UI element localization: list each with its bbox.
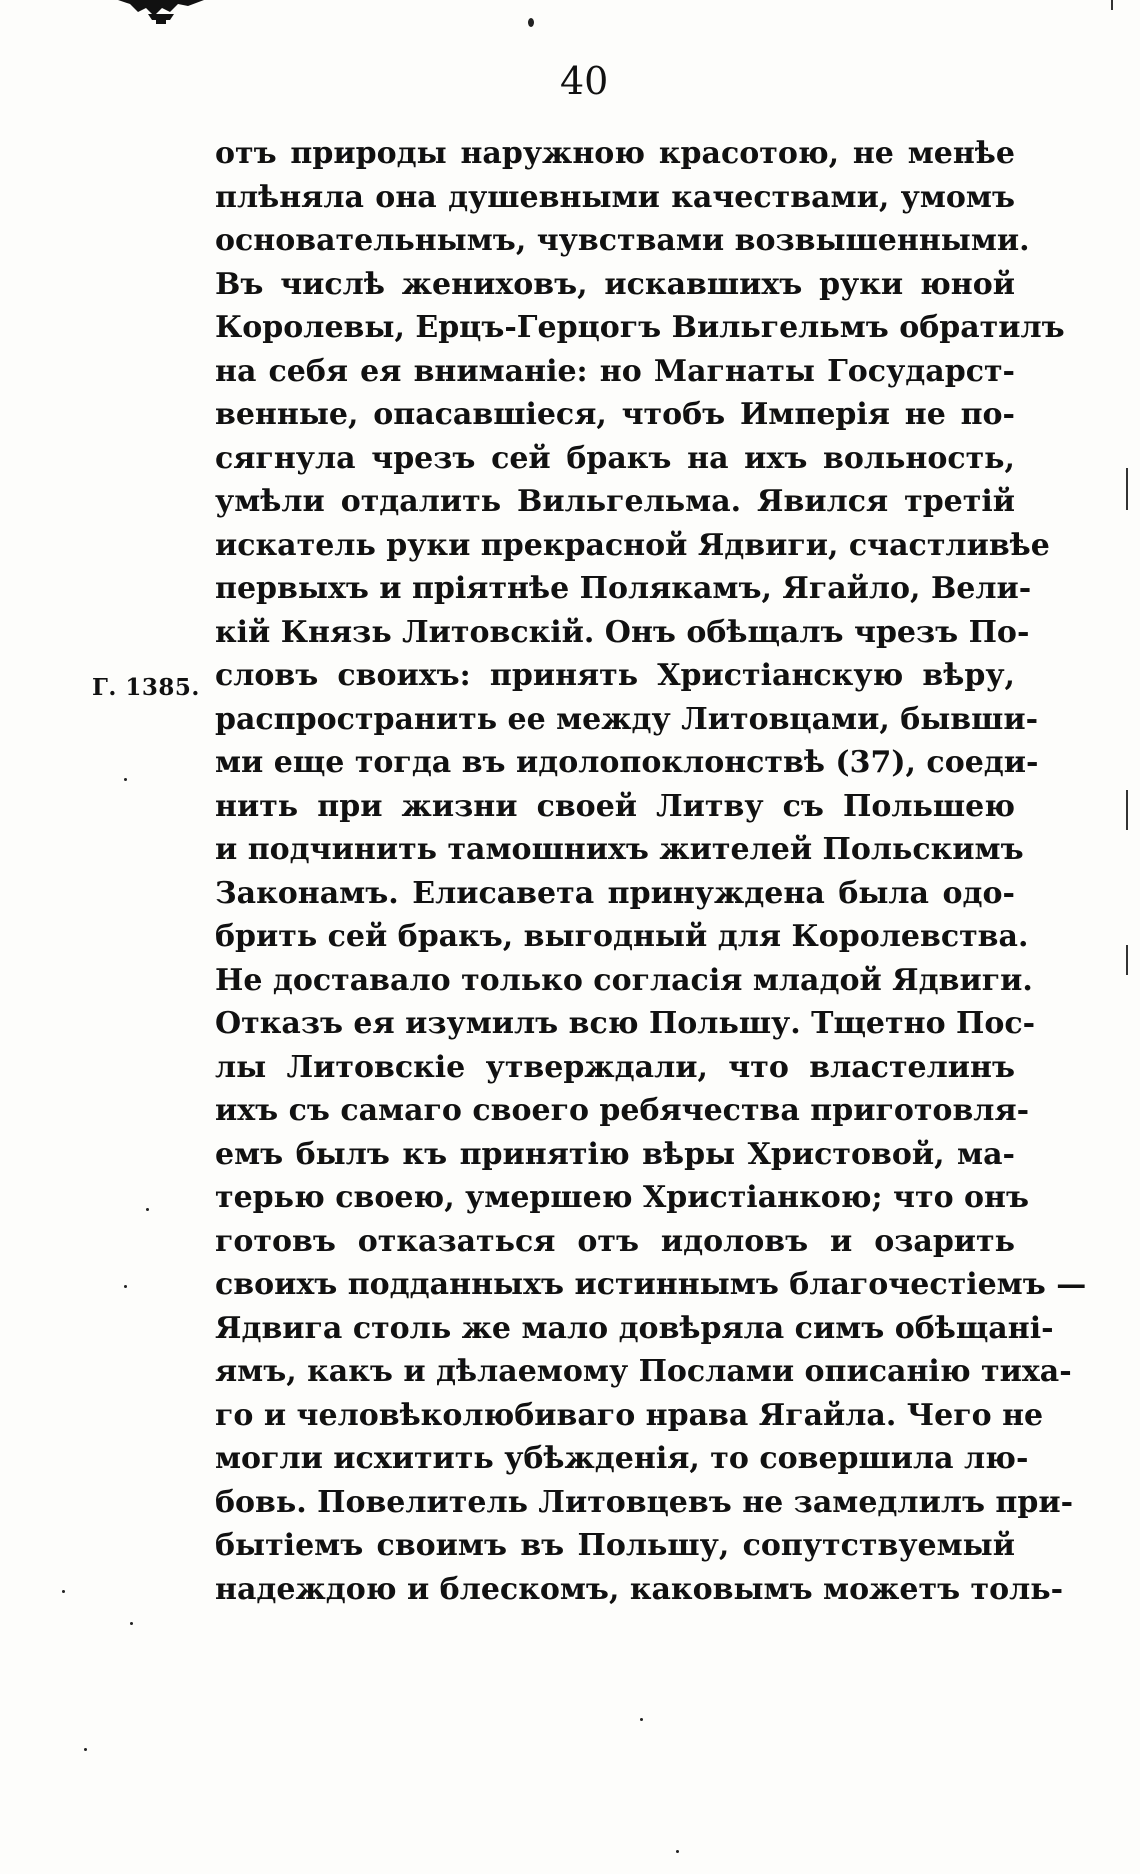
page-number: 40 — [560, 59, 609, 103]
text-line: Законамъ. Елисавета принуждена была одо- — [215, 875, 1015, 911]
text-line: ми еще тогда въ идолопоклонствѣ (37), соеди- — [215, 745, 1039, 780]
body-text — [215, 132, 1087, 1611]
text-line: основательнымъ, чувствами возвышенными. — [215, 223, 1030, 258]
text-line: распространить ее между Литовцами, бывши- — [215, 701, 1039, 737]
edge-mark — [1126, 468, 1128, 510]
text-line: надеждою и блескомъ, каковымъ можетъ толь- — [215, 1571, 1064, 1607]
text-line: Не доставало только согласія младой Ядвиги. — [215, 962, 1033, 998]
text-line: брить сей бракъ, выгодный для Королевства. — [215, 919, 1029, 954]
text-line: первыхъ и пріятнѣе Полякамъ, Ягайло, Вели- — [215, 571, 1032, 606]
text-line: плѣняла она душевными качествами, умомъ — [215, 179, 1015, 215]
ornament-icon — [118, 0, 204, 30]
ink-speck — [640, 1718, 643, 1721]
text-line: нить при жизни своей Литву съ Польшею — [215, 788, 1015, 824]
text-line: могли исхитить убѣжденія, то совершила лю- — [215, 1441, 1029, 1476]
text-line: го и человѣколюбиваго нрава Ягайла. Чего не — [215, 1397, 1044, 1433]
text-line: кій Князь Литовскій. Онъ обѣщалъ чрезъ По- — [215, 614, 1030, 650]
edge-mark — [1126, 945, 1128, 975]
text-line: ихъ съ самаго своего ребячества приготовля- — [215, 1093, 1030, 1128]
edge-mark — [1126, 790, 1128, 830]
text-line: Королевы, Ерцъ-Герцогъ Вильгельмъ обратилъ — [215, 310, 1065, 345]
text-line: и подчинить тамошнихъ жителей Польскимъ — [215, 832, 1024, 867]
text-line: венные, опасавшіеся, чтобъ Имперія не по- — [215, 397, 1015, 432]
ink-speck — [124, 778, 127, 781]
text-line: бытіемъ своимъ въ Польшу, сопутствуемый — [215, 1528, 1015, 1563]
text-line: готовъ отказаться отъ идоловъ и озарить — [215, 1223, 1015, 1259]
margin-note-year: Г. 1385. — [92, 674, 200, 701]
text-line: умѣли отдалить Вильгельма. Явился третій — [215, 484, 1015, 519]
ink-speck — [528, 18, 534, 27]
ink-speck — [676, 1850, 679, 1853]
edge-mark — [1111, 0, 1113, 10]
text-line: лы Литовскіе утверждали, что властелинъ — [215, 1049, 1015, 1085]
text-line: на себя ея вниманіе: но Магнаты Государст- — [215, 353, 1015, 389]
ink-speck — [62, 1590, 65, 1593]
ink-speck — [124, 1285, 127, 1288]
text-line: бовь. Повелитель Литовцевъ не замедлилъ при- — [215, 1484, 1074, 1520]
text-line: словъ своихъ: принять Христіанскую вѣру, — [215, 658, 1015, 693]
ink-speck — [84, 1748, 87, 1751]
text-line: отъ природы наружною красотою, не менѣе — [215, 136, 1015, 171]
ink-speck — [146, 1208, 149, 1211]
text-line: ямъ, какъ и дѣлаемому Послами описанію тиха- — [215, 1354, 1072, 1389]
text-line: терью своею, умершею Христіанкою; что онъ — [215, 1180, 1030, 1215]
text-line: своихъ подданныхъ истиннымъ благочестіемъ — — [215, 1267, 1087, 1302]
text-line: Отказъ ея изумилъ всю Польшу. Тщетно Пос- — [215, 1006, 1036, 1041]
text-line: емъ былъ къ принятію вѣры Христовой, ма- — [215, 1136, 1015, 1172]
text-line: искатель руки прекрасной Ядвиги, счастливѣе — [215, 527, 1050, 563]
ink-speck — [130, 1622, 133, 1625]
text-line: сягнула чрезъ сей бракъ на ихъ вольность, — [215, 440, 1015, 476]
text-line: Въ числѣ жениховъ, искавшихъ руки юной — [215, 266, 1015, 302]
text-line: Ядвига столь же мало довѣряла симъ обѣщані- — [215, 1310, 1054, 1346]
